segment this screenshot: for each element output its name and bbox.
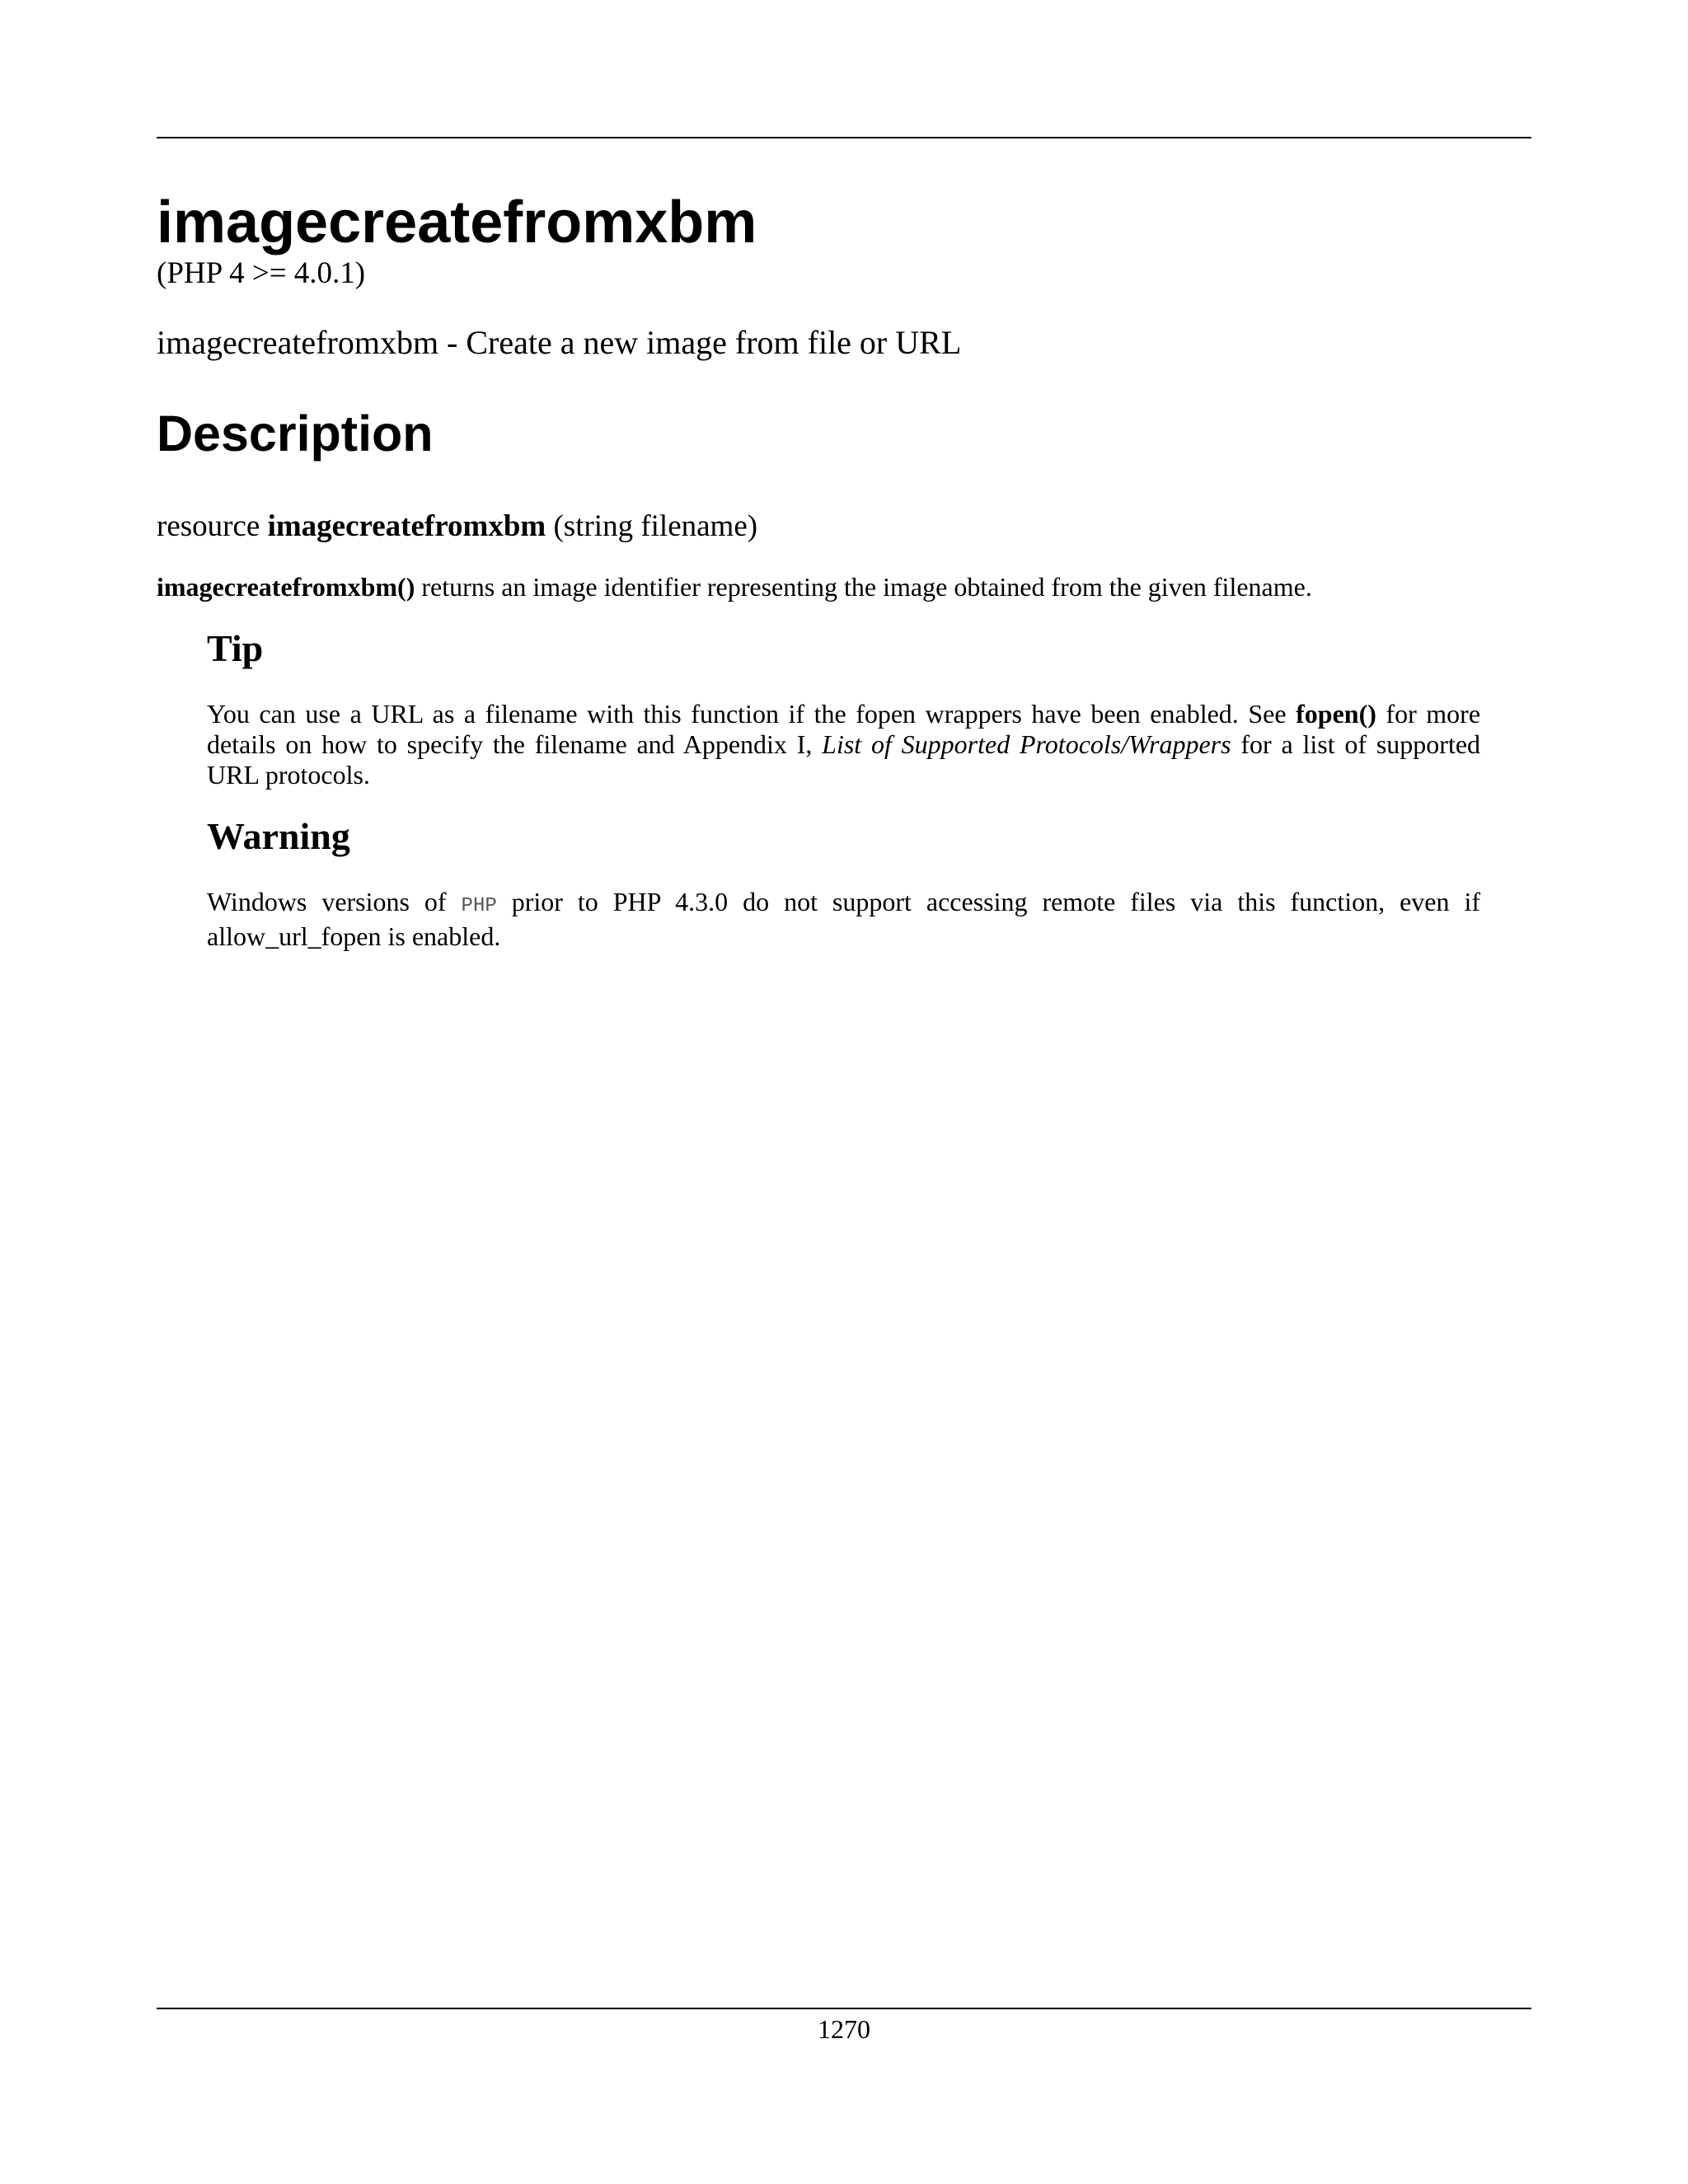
warning-text-1: Windows versions of: [207, 887, 447, 916]
return-description: [157, 571, 1312, 602]
footer-rule: [157, 2008, 1531, 2009]
tip-heading: Tip: [207, 627, 264, 669]
header-rule: [157, 137, 1531, 138]
function-purpose: imagecreatefromxbm - Create a new image from file or URL: [157, 324, 962, 361]
return-text: returns an image identifier representing the image obtained from the given filename.: [421, 572, 1312, 602]
synopsis-params: (string filename): [553, 509, 758, 543]
page-title: imagecreatefromxbm: [157, 190, 757, 255]
return-function-name: imagecreatefromxbm(): [157, 572, 415, 602]
function-synopsis: [157, 509, 757, 545]
synopsis-return-type: resource: [157, 509, 260, 543]
tip-body: [207, 699, 1480, 790]
tip-text-1: You can use a URL as a filename with this function if the fopen wrappers have been enabled. See: [207, 699, 1287, 729]
document-page: [157, 0, 1531, 2184]
version-info: (PHP 4 >= 4.0.1): [157, 256, 366, 290]
page-number: 1270: [818, 2014, 870, 2044]
description-heading: Description: [157, 405, 434, 462]
warning-text-2: prior to PHP 4.3.0 do not support accessing remote files via this function, even if allow_url_fopen is enabled.: [207, 887, 1481, 951]
php-acronym: PHP: [461, 895, 497, 917]
warning-heading: Warning: [207, 815, 350, 857]
fopen-link[interactable]: fopen(): [1296, 699, 1376, 729]
tip-text-3: for a list of supported URL protocols.: [207, 729, 1481, 790]
synopsis-function-name: imagecreatefromxbm: [267, 509, 546, 543]
protocols-appendix-link[interactable]: List of Supported Protocols/Wrappers: [822, 729, 1231, 759]
tip-text-2: for more details on how to specify the filename and Appendix I,: [207, 699, 1481, 759]
warning-body: [207, 887, 1480, 952]
